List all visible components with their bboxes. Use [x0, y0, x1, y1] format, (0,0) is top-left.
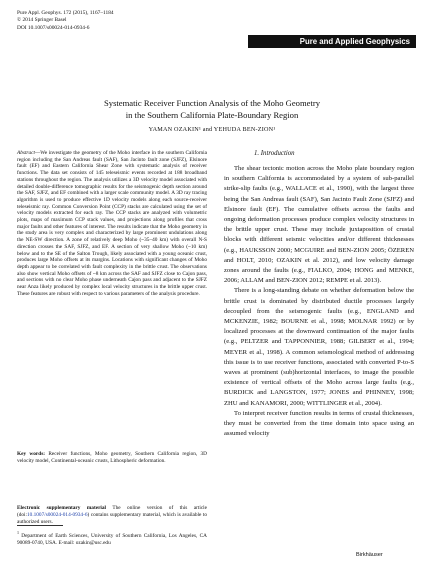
journal-citation: Pure Appl. Geophys. 172 (2015), 1167–1184	[17, 10, 114, 16]
intro-paragraph-1: The shear tectonic motion across the Moho plate boundary region in southern California is accommodated by a system of sub-parallel strike-slip faults (e.g., WALLACE et al., 1990), with the largest three being the San Andreas fault (SAF), San Jacinto Fault Zone (SJFZ) and Elsinore fault (EF). The cumulative offsets across the faults and ongoing deformation processes produce complex velocity structures in the brittle upper crust. These may include juxtaposition of crustal blocks with different seismic velocities and/or different thicknesses (e.g., HAUKSSON 2000; MCGUIRE and BEN-ZION 2005; ÖZEREN and HOLT, 2010; OZAKIN et al. 2012), and low velocity damage zones around the faults (e.g., FIALKO, 2004; HONG and MENKE, 2006; ALLAM and BEN-ZION 2012; REMPE et al. 2013).	[224, 165, 414, 285]
abstract-text: —We investigate the geometry of the Moho interface in the southern California region including the San Andreas fault (SAF), San Jacinto fault zone (SJFZ), Elsinore fault (EF) and Eastern California Shear Zone with systematic analysis of receiver functions. The data set consists of 145 teleseismic events recorded at 188 broadband stations throughout the region. The analysis utilizes a 3D velocity model associated with detailed double-difference tomographic results for the seismogenic depth section around the SAF, SJFZ, and EF combined with a larger scale community model. A 3D ray tracing algorithm is used to produce effective 1D velocity models along each source-receiver teleseismic ray. Common Conversion Point (CCP) stacks are calculated using the set of velocity models extracted for each ray. The CCP stacks are analyzed with volumetric plots, maps of maximum CCP stack values, and projections along profiles that cross major faults and other features of interest. The results indicate that the Moho geometry in the study area is very complex and characterized by large prominent undulations along the NE-SW direction. A zone of relatively deep Moho (~35–40 km) with overall N-S direction crosses the SAF, SJFZ, and EF. A section of very shallow Moho (~10 km) below and to the SE of the Salton Trough, likely associated with a young oceanic crust, produces large Moho offsets at its margins. Locations with significant changes of Moho depth appear to be correlated with fault complexity in the brittle crust. The observations also show vertical Moho offsets of ~8 km across the SAF and SJFZ close to Cajon pass, and sections with no clear Moho phase underneath Cajon pass and adjacent to the SJFZ near Anza likely produced by complex local velocity structures in the brittle upper crust. These features are robust with respect to various parameters of the analysis procedure.	[17, 150, 207, 297]
section-heading: 1. Introduction	[254, 150, 295, 157]
footnote-rule	[17, 525, 63, 526]
doi-line: DOI 10.1007/s00024-014-0934-6	[17, 24, 90, 31]
author-list: YAMAN OZAKIN¹ and YEHUDA BEN-ZION¹	[148, 126, 276, 133]
intro-paragraph-2: There is a long-standing debate on whether deformation below the brittle crust is dominated by distributed ductile processes largely decoupled from the seismogenic faults (e.g., ENGLAND and MCKENZIE, 1982; BOURNE et al., 1998; MOLNAR 1992) or by localized processes at the downward continuation of the major faults (e.g., PELTZER and TAPPONNIER, 1988; GILBERT et al., 1994; MEYER et al., 1998). A common seismological method of addressing this issue is to use receiver functions, associated with converted P-to-S waves at prominent (sub)horizontal interfaces, to image the possible existence of vertical offsets of the Moho across large faults (e.g., BURDICK and LANGSTON, 1977; JONES and PHINNEY, 1998; ZHU and KANAMORI, 2000; WITTLINGER et al., 2004).	[224, 287, 414, 407]
esm-post: ) contains supplementary material, which is available to authorized users.	[17, 511, 207, 525]
esm-pre: The online version of this article (doi:	[17, 505, 207, 518]
intro-paragraph-3: To interpret receiver function results in terms of crustal thicknesses, they must be converted from the time domain into space using an assumed velocity	[224, 409, 414, 438]
publisher-logo: Birkhäuser	[356, 552, 383, 558]
paper-title	[30, 98, 394, 121]
esm-doi-link[interactable]: 10.1007/s00024-014-0934-6	[27, 511, 88, 518]
introduction-body	[224, 164, 414, 439]
journal-header	[17, 10, 114, 32]
affiliation-marker: 1	[17, 530, 19, 535]
keywords-label: Key words:	[17, 451, 46, 457]
title-line-1: Systematic Receiver Function Analysis of the Moho Geometry	[104, 98, 320, 108]
copyright-line: © 2014 Springer Basel	[17, 17, 67, 24]
abstract-label: Abstract	[17, 150, 35, 156]
journal-banner: Pure and Applied Geophysics	[248, 35, 416, 48]
abstract	[17, 150, 207, 297]
title-line-2: in the Southern California Plate-Boundary Region	[125, 109, 299, 120]
keywords-text: Receiver functions, Moho geometry, Southern California region, 3D velocity model, Continental-oceanic crusts, Lithospheric deformation.	[17, 451, 207, 464]
esm-label: Electronic supplementary material	[17, 505, 107, 511]
affiliation-text: Department of Earth Sciences, University of Southern California, Los Angeles, CA 90089-0740, USA. E-mail: ozakin@usc.edu	[17, 532, 207, 546]
supplementary-note	[17, 505, 207, 526]
keywords	[17, 451, 207, 465]
affiliation-footnote	[17, 530, 207, 547]
